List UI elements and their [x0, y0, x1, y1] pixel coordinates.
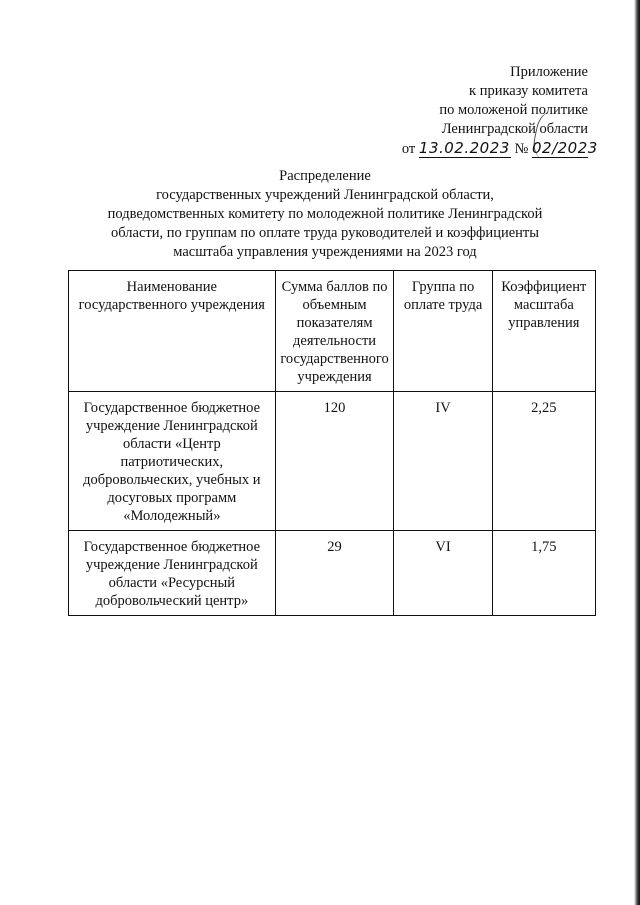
- header-score-sum: Сумма баллов по объемным показателям деятельности государственного учреждения: [275, 271, 394, 392]
- cell-score: 120: [275, 392, 394, 531]
- title-line: масштаба управления учреждениями на 2023 год: [173, 244, 477, 260]
- cell-score: 29: [275, 531, 394, 616]
- table-header-row: [69, 271, 596, 392]
- header-pay-group: Группа по оплате труда: [394, 271, 492, 392]
- cell-group: VI: [394, 531, 492, 616]
- title-line: государственных учреждений Ленинградской области,: [156, 187, 494, 203]
- header-scale-coefficient: Коэффициент масштаба управления: [492, 271, 595, 392]
- number-sign: №: [514, 141, 529, 157]
- table-row: [69, 531, 596, 616]
- title-line: области, по группам по оплате труда руководителей и коэффициенты: [111, 225, 539, 241]
- appendix-line: Ленинградской области: [441, 121, 588, 137]
- title-heading: Распределение: [279, 168, 371, 184]
- appendix-line: по моложеной политике: [439, 102, 588, 118]
- cell-institution-name: Государственное бюджетное учреждение Ленинградской области «Ресурсный добровольческий центр»: [69, 531, 276, 616]
- order-number-handwritten: 02/2023: [532, 139, 598, 157]
- order-prefix: от: [401, 141, 416, 157]
- document-title: [70, 167, 580, 262]
- cell-institution-name: Государственное бюджетное учреждение Ленинградской области «Центр патриотических, добровольческих, учебных и досуговых программ «Молодежный»: [69, 392, 276, 531]
- table-row: [69, 392, 596, 531]
- header-institution-name: Наименование государственного учреждения: [69, 271, 276, 392]
- scan-edge: [634, 0, 640, 905]
- cell-coefficient: 1,75: [492, 531, 595, 616]
- cell-coefficient: 2,25: [492, 392, 595, 531]
- title-line: подведомственных комитету по молодежной политике Ленинградской: [107, 206, 543, 222]
- appendix-line: Приложение: [510, 64, 588, 80]
- distribution-table: [68, 270, 596, 616]
- appendix-line: к приказу комитета: [469, 83, 588, 99]
- cell-group: IV: [394, 392, 492, 531]
- order-date-handwritten: 13.02.2023: [418, 139, 510, 157]
